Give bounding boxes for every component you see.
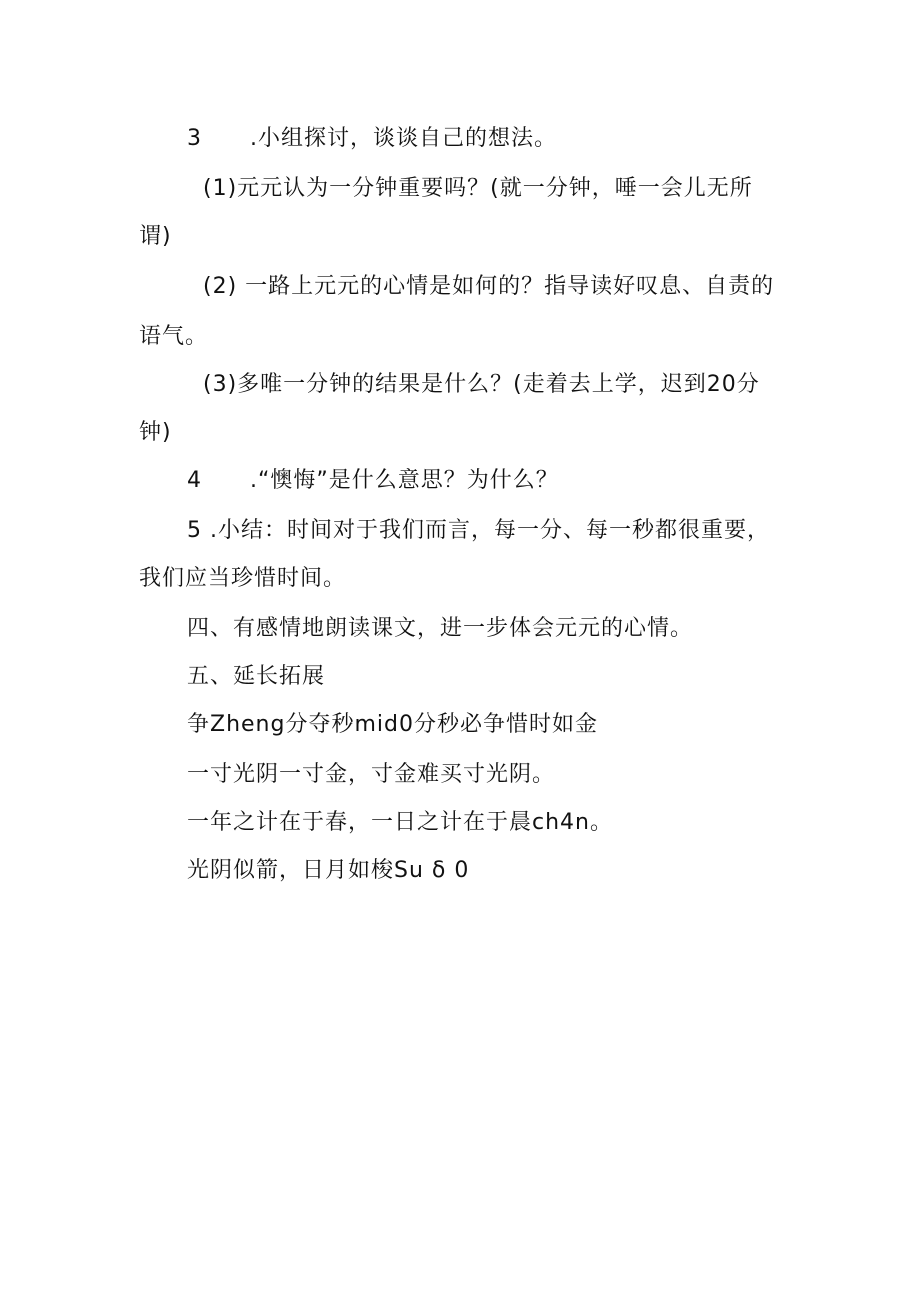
item-3-line	[187, 124, 557, 154]
summary-line-1: 5 .小结：时间对于我们而言，每一分、每一秒都很重要，	[187, 518, 770, 543]
item-3-text: .小组探讨，谈谈自己的想法。	[250, 126, 557, 151]
summary-line-2: 我们应当珍惜时间。	[139, 566, 347, 591]
question-2-line-1: (2) 一路上元元的心情是如何的？指导读好叹息、自责的	[203, 274, 775, 299]
section-5-heading: 五、延长拓展	[187, 664, 326, 689]
idiom-line-4: 光阴似箭，日月如梭Su δ 0	[187, 858, 470, 883]
question-3-line-2: 钟)	[139, 420, 172, 445]
question-1-line-1: (1)元元认为一分钟重要吗？(就一分钟，唾一会儿无所	[203, 176, 753, 201]
question-3-line-1: (3)多唯一分钟的结果是什么？(走着去上学，迟到20分	[203, 372, 760, 397]
item-4-text: .“懊悔”是什么意思？为什么？	[250, 468, 559, 493]
idiom-line-2: 一寸光阴一寸金，寸金难买寸光阴。	[187, 762, 556, 787]
item-number-4: 4	[187, 468, 202, 493]
section-4-heading: 四、有感情地朗读课文，进一步体会元元的心情。	[187, 616, 694, 641]
item-4-line	[187, 466, 559, 496]
question-2-line-2: 语气。	[139, 324, 209, 349]
question-1-line-2: 谓)	[139, 224, 172, 249]
item-number-3: 3	[187, 126, 202, 151]
idiom-line-3: 一年之计在于春，一日之计在于晨ch4n。	[187, 810, 613, 835]
idiom-line-1: 争Zheng分夺秒mid0分秒必争惜时如金	[187, 712, 598, 737]
